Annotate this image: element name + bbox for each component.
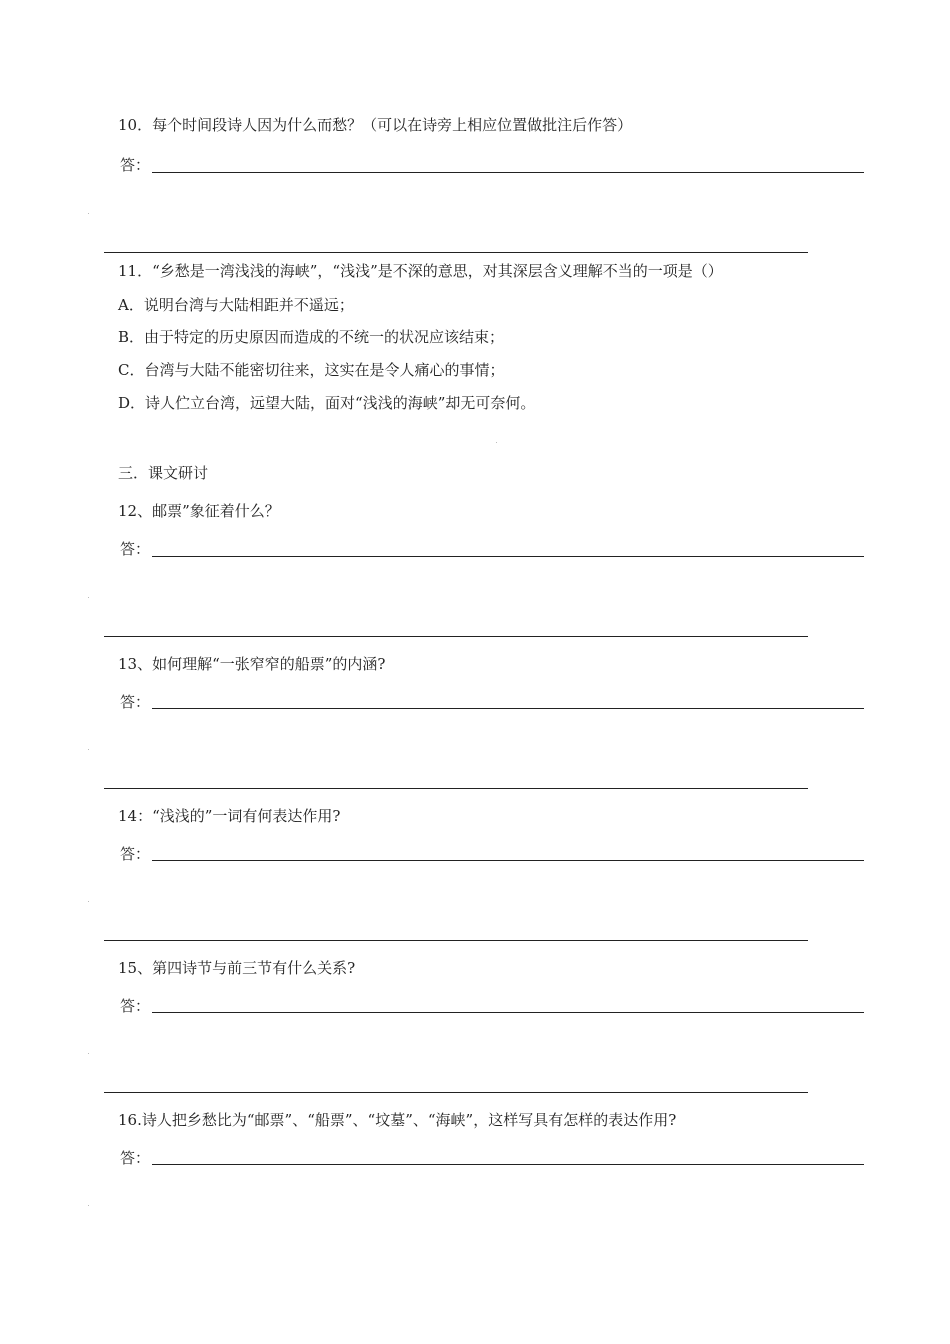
answer-line[interactable] [152, 1164, 864, 1165]
option-a: A．说明台湾与大陆相距并不遥远； [118, 296, 354, 314]
option-c: C．台湾与大陆不能密切往来，这实在是令人痛心的事情； [118, 361, 505, 379]
answer-line[interactable] [104, 636, 808, 637]
answer-line[interactable] [152, 556, 864, 557]
question-12: 12、邮票”象征着什么？ [118, 502, 280, 520]
answer-line[interactable] [152, 708, 864, 709]
answer-line[interactable] [152, 860, 864, 861]
margin-mark [88, 213, 89, 214]
margin-mark [496, 442, 497, 443]
answer-line[interactable] [152, 1012, 864, 1013]
margin-mark [88, 901, 89, 902]
answer-label: 答： [120, 156, 151, 174]
question-10: 10．每个时间段诗人因为什么而愁？（可以在诗旁上相应位置做批注后作答） [118, 116, 633, 134]
answer-line[interactable] [152, 172, 864, 173]
answer-line[interactable] [104, 252, 808, 253]
margin-mark [88, 749, 89, 750]
margin-mark [88, 1205, 89, 1206]
option-b: B．由于特定的历史原因而造成的不统一的状况应该结束； [118, 328, 505, 346]
answer-label: 答： [120, 845, 151, 863]
question-11: 11．“乡愁是一湾浅浅的海峡”，“浅浅”是不深的意思，对其深层含义理解不当的一项是（） [118, 262, 723, 280]
answer-line[interactable] [104, 1092, 808, 1093]
answer-line[interactable] [104, 788, 808, 789]
option-d: D．诗人伫立台湾，远望大陆，面对“浅浅的海峡”却无可奈何。 [118, 394, 536, 412]
question-15: 15、第四诗节与前三节有什么关系? [118, 959, 356, 977]
section-heading: 三．课文研讨 [118, 464, 209, 482]
question-14: 14：“浅浅的”一词有何表达作用? [118, 807, 341, 825]
answer-line[interactable] [104, 940, 808, 941]
question-13: 13、如何理解“一张窄窄的船票”的内涵? [118, 655, 386, 673]
question-16: 16.诗人把乡愁比为“邮票”、“船票”、“坟墓”、“海峡”，这样写具有怎样的表达作用? [118, 1111, 677, 1129]
answer-label: 答： [120, 1149, 151, 1167]
answer-label: 答： [120, 693, 151, 711]
answer-label: 答： [120, 540, 151, 558]
margin-mark [88, 1053, 89, 1054]
answer-label: 答： [120, 997, 151, 1015]
margin-mark [88, 597, 89, 598]
